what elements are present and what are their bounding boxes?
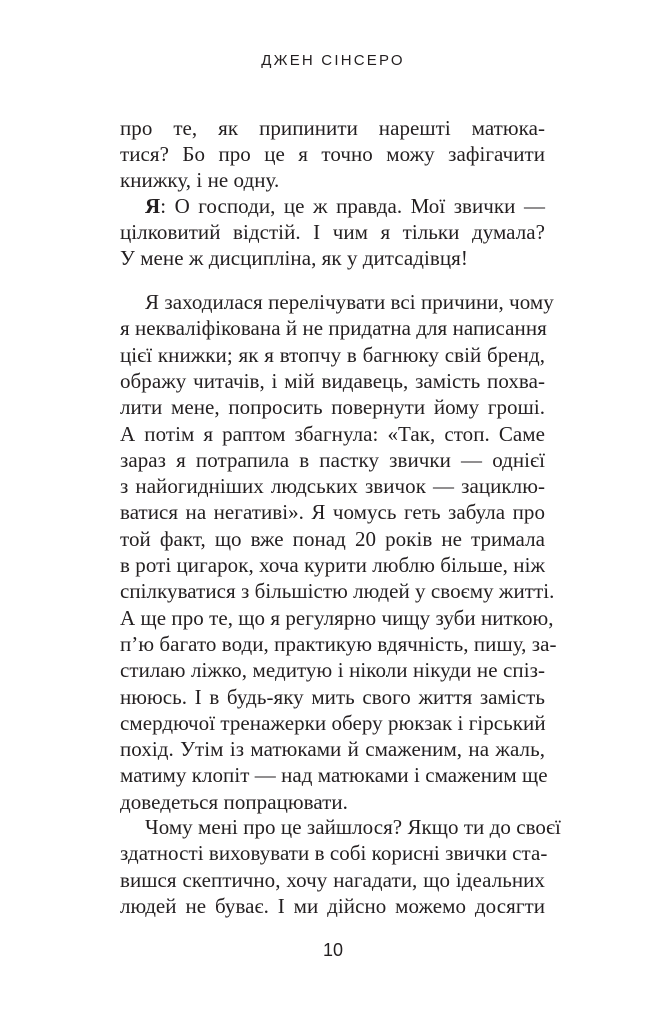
paragraph-1-line: зараз я потрапила в пастку звички — однієї: [120, 447, 545, 472]
paragraph-2-line: вишся скептично, хочу нагадати, що ідеальних: [120, 867, 545, 892]
paragraph-1-line: матиму клопіт — над матюками і смаженим ще: [120, 763, 548, 788]
paragraph-1-line: з найогидніших людських звичок — зациклю-: [120, 474, 545, 499]
paragraph-1-line: доведеться попрацювати.: [120, 789, 348, 814]
paragraph-1-line: стилаю ліжко, медитую і ніколи нікуди не спіз-: [120, 658, 545, 683]
paragraph-1-line: похід. Утім із матюками й смаженим, на жаль,: [120, 737, 545, 762]
dialogue-line: тися? Бо про це я точно можу зафігачити: [120, 142, 545, 166]
speaker-label: Я: [145, 194, 161, 218]
paragraph-1-line: А потім я раптом збагнула: «Так, стоп. Саме: [120, 421, 545, 446]
paragraph-1-line: спілкуватися з більшістю людей у своєму житті.: [120, 579, 555, 604]
paragraph-1-line: нююсь. І в будь-яку мить свого життя замість: [120, 684, 545, 709]
paragraph-1-line: ображу читачів, і мій видавець, замість похва-: [120, 368, 545, 393]
paragraph-2-line: Чому мені про це зайшлося? Якщо ти до своєї: [145, 815, 561, 839]
paragraph-1-line: той факт, що вже понад 20 років не тримала: [120, 526, 545, 551]
page-number: 10: [322, 940, 344, 960]
paragraph-1-line: смердючої тренажерки оберу рюкзак і гірський: [120, 710, 546, 735]
paragraph-1-line: лити мене, попросить повернути йому гроші.: [120, 395, 545, 420]
paragraph-1-line: в роті цигарок, хоча курити люблю більше, ніж: [120, 553, 546, 577]
dialogue-line: книжку, і не одну.: [120, 168, 280, 192]
paragraph-1-line: п’ю багато води, практикую вдячність, пишу, за-: [120, 631, 557, 656]
paragraph-1-line: я некваліфікована й не придатна для написання: [120, 316, 547, 341]
dialogue-line: про те, як припинити нарешті матюка-: [120, 116, 545, 140]
paragraph-2-line: здатності виховувати в собі корисні звички ста-: [120, 841, 548, 866]
dialogue-reply-line: У мене ж дисципліна, як у дитсадівця!: [120, 246, 468, 270]
paragraph-1-line: цієї книжки; як я втопчу в багнюку свій бренд,: [120, 342, 545, 367]
paragraph-1-line: А ще про те, що я регулярно чищу зуби ниткою,: [120, 605, 554, 630]
paragraph-2-line: людей не буває. І ми дійсно можемо досягти: [120, 893, 545, 918]
reply-text: : О господи, це ж правда. Мої звички —: [160, 194, 545, 218]
paragraph-1-line: Я заходилася перелічувати всі причини, чому: [145, 290, 554, 314]
paragraph-1-line: ватися на негативі». Я чомусь геть забула про: [120, 500, 545, 525]
dialogue-reply-line: цілковитий відстій. І чим я тільки думала?: [120, 220, 545, 244]
running-header: ДЖЕН СІНСЕРО: [261, 52, 405, 69]
